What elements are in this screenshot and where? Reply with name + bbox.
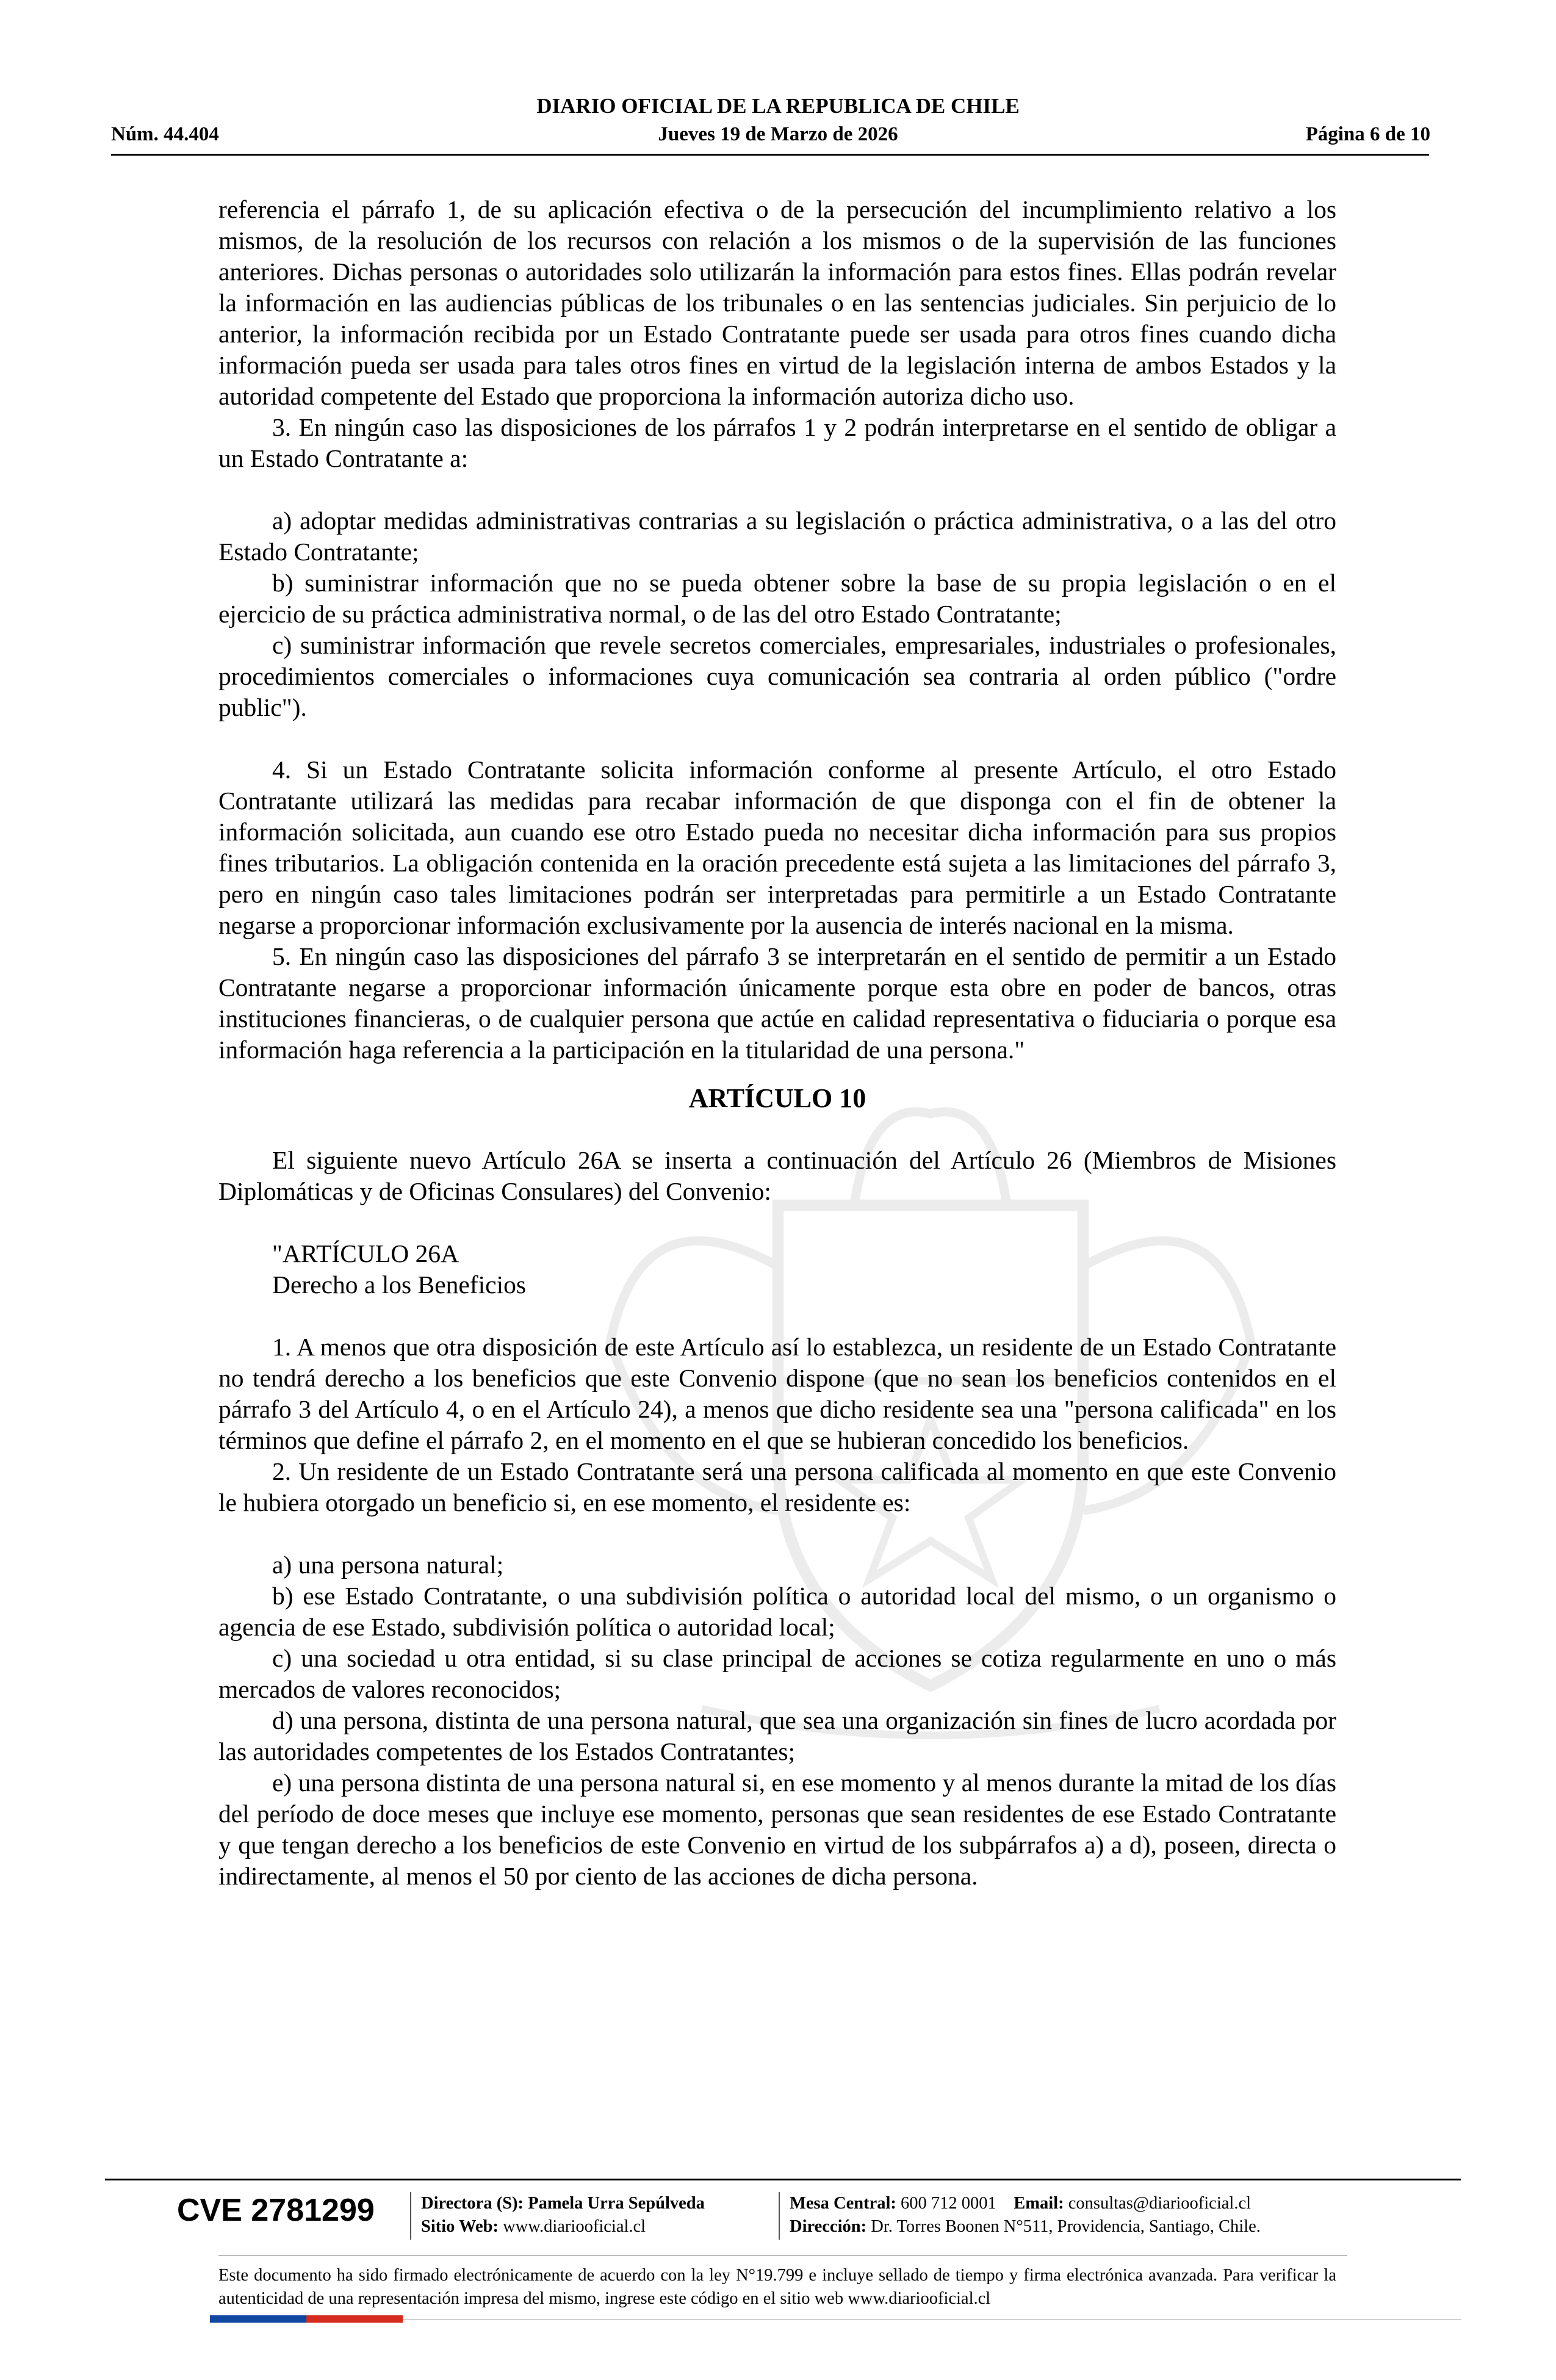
article-subtitle: Derecho a los Beneficios — [272, 1271, 526, 1299]
web-label: Sitio Web: — [421, 2217, 499, 2236]
paragraph: d) una persona, distinta de una persona natural, que sea una organización sin fines de lucro acordada por las autoridades competentes de los Estados Contratantes; — [218, 1706, 1336, 1765]
paragraph: 3. En ningún caso las disposiciones de los párrafos 1 y 2 podrán interpretarse en el sentido de obligar a un Estado Contratante a: — [218, 413, 1336, 472]
footer-separator — [779, 2192, 780, 2240]
paragraph: referencia el párrafo 1, de su aplicación efectiva o de la persecución del incumplimiento relativo a los mismos, de la resolución de los recursos con relación a los mismos o de la supervisión de las funciones anteriores. Dichas personas o autoridades solo utilizarán la información para estos fines. Ellas podrán revelar la información en las audiencias públicas de los tribunales o en las sentencias judiciales. Sin perjuicio de lo anterior, la información recibida por un Estado Contratante puede ser usada para otros fines cuando dicha información pueda ser usada para tales otros fines en virtud de la legislación interna de ambos Estados y la autoridad competente del Estado que proporciona la información autoriza dicho uso. — [218, 195, 1336, 410]
director-label: Directora (S): — [421, 2194, 524, 2213]
issue-number: Núm. 44.404 — [111, 123, 219, 145]
paragraph: 4. Si un Estado Contratante solicita información conforme al presente Artículo, el otro Estado Contratante utilizará las medidas para recabar información de que disponga con el fin de obtener la información solicitada, aun cuando ese otro Estado pueda no necesitar dicha información para sus propios fines tributarios. La obligación contenida en la oración precedente está sujeta a las limitaciones del párrafo 3, pero en ningún caso tales limitaciones podrán ser interpretadas para permitirle a un Estado Contratante negarse a proporcionar información exclusivamente por la ausencia de interés nacional en la misma. — [218, 755, 1336, 939]
paragraph: b) suministrar información que no se pueda obtener sobre la base de su propia legislación o en el ejercicio de su práctica administrativa normal, o de las del otro Estado Contratante; — [218, 569, 1336, 628]
flag-red-segment — [306, 2315, 403, 2323]
footer-bottom-line — [403, 2319, 1461, 2320]
address-value: Dr. Torres Boonen N°511, Providencia, Santiago, Chile. — [871, 2217, 1261, 2236]
footer-separator — [410, 2192, 411, 2240]
email-label: Email: — [1014, 2194, 1064, 2213]
flag-color-bar — [210, 2315, 403, 2323]
paragraph: 1. A menos que otra disposición de este Artículo así lo establezca, un residente de un Estado Contratante no tendrá derecho a los beneficios que este Convenio dispone (que no sean los beneficios contenidos en el párrafo 3 del Artículo 4, o en el Artículo 24), a menos que dicho residente sea una "persona calificada" en los términos que define el párrafo 2, en el momento en el que se hubieran concedido los beneficios. — [218, 1333, 1336, 1454]
page-number: Página 6 de 10 — [1305, 123, 1430, 145]
footer-director-block — [421, 2192, 705, 2238]
article-heading: ARTÍCULO 10 — [688, 1083, 866, 1113]
phone-value: 600 712 0001 — [901, 2194, 996, 2213]
flag-blue-segment — [210, 2315, 306, 2323]
address-label: Dirección: — [790, 2217, 867, 2236]
newspaper-title: DIARIO OFICIAL DE LA REPUBLICA DE CHILE — [536, 94, 1020, 118]
document-body — [218, 194, 1336, 1892]
web-link[interactable]: www.diariooficial.cl — [503, 2217, 646, 2236]
paragraph: a) una persona natural; — [272, 1551, 504, 1579]
paragraph: b) ese Estado Contratante, o una subdivisión política o autoridad local del mismo, o un organismo o agencia de ese Estado, subdivisión política o autoridad local; — [218, 1582, 1336, 1641]
article-title: "ARTÍCULO 26A — [272, 1239, 459, 1268]
header-divider — [111, 154, 1429, 156]
paragraph: 2. Un residente de un Estado Contratante será una persona calificada al momento en que este Convenio le hubiera otorgado un beneficio si, en ese momento, el residente es: — [218, 1457, 1336, 1516]
email-link[interactable]: consultas@diariooficial.cl — [1068, 2194, 1252, 2213]
paragraph: e) una persona distinta de una persona natural si, en ese momento y al menos durante la mitad de los días del período de doce meses que incluye ese momento, personas que sean residentes de ese Estado Contratante y que tengan derecho a los beneficios de este Convenio en virtud de los subpárrafos a) a d), poseen, directa o indirectamente, al menos el 50 por ciento de las acciones de dicha persona. — [218, 1769, 1336, 1890]
legal-notice: Este documento ha sido firmado electrónicamente de acuerdo con la ley N°19.799 e incluye sellado de tiempo y firma electrónica avanzada. Para verificar la autenticidad de una representación impresa del mismo, ingrese este código en el sitio web www.diariooficial.cl — [218, 2266, 1336, 2308]
paragraph: 5. En ningún caso las disposiciones del párrafo 3 se interpretarán en el sentido de permitir a un Estado Contratante negarse a proporcionar información únicamente porque esta obre en poder de bancos, otras instituciones financieras, o de cualquier persona que actúe en calidad representativa o fiduciaria o porque esa información haga referencia a la participación en la titularidad de una persona." — [218, 942, 1336, 1064]
phone-label: Mesa Central: — [790, 2194, 896, 2213]
issue-date: Jueves 19 de Marzo de 2026 — [658, 123, 898, 145]
paragraph: c) suministrar información que revele secretos comerciales, empresariales, industriales o profesionales, procedimientos comerciales o informaciones cuya comunicación sea contraria al orden público ("ordre public"). — [218, 631, 1336, 721]
director-name: Pamela Urra Sepúlveda — [528, 2194, 705, 2213]
paragraph: El siguiente nuevo Artículo 26A se inserta a continuación del Artículo 26 (Miembros de Misiones Diplomáticas y de Oficinas Consulares) del Convenio: — [218, 1146, 1336, 1205]
paragraph: a) adoptar medidas administrativas contrarias a su legislación o práctica administrativa, o a las del otro Estado Contratante; — [218, 507, 1336, 566]
footer-divider — [105, 2179, 1461, 2180]
footer-contact-block — [790, 2192, 1261, 2238]
paragraph: c) una sociedad u otra entidad, si su clase principal de acciones se cotiza regularmente en uno o más mercados de valores reconocidos; — [218, 1644, 1336, 1703]
cve-code: CVE 2781299 — [177, 2193, 375, 2228]
